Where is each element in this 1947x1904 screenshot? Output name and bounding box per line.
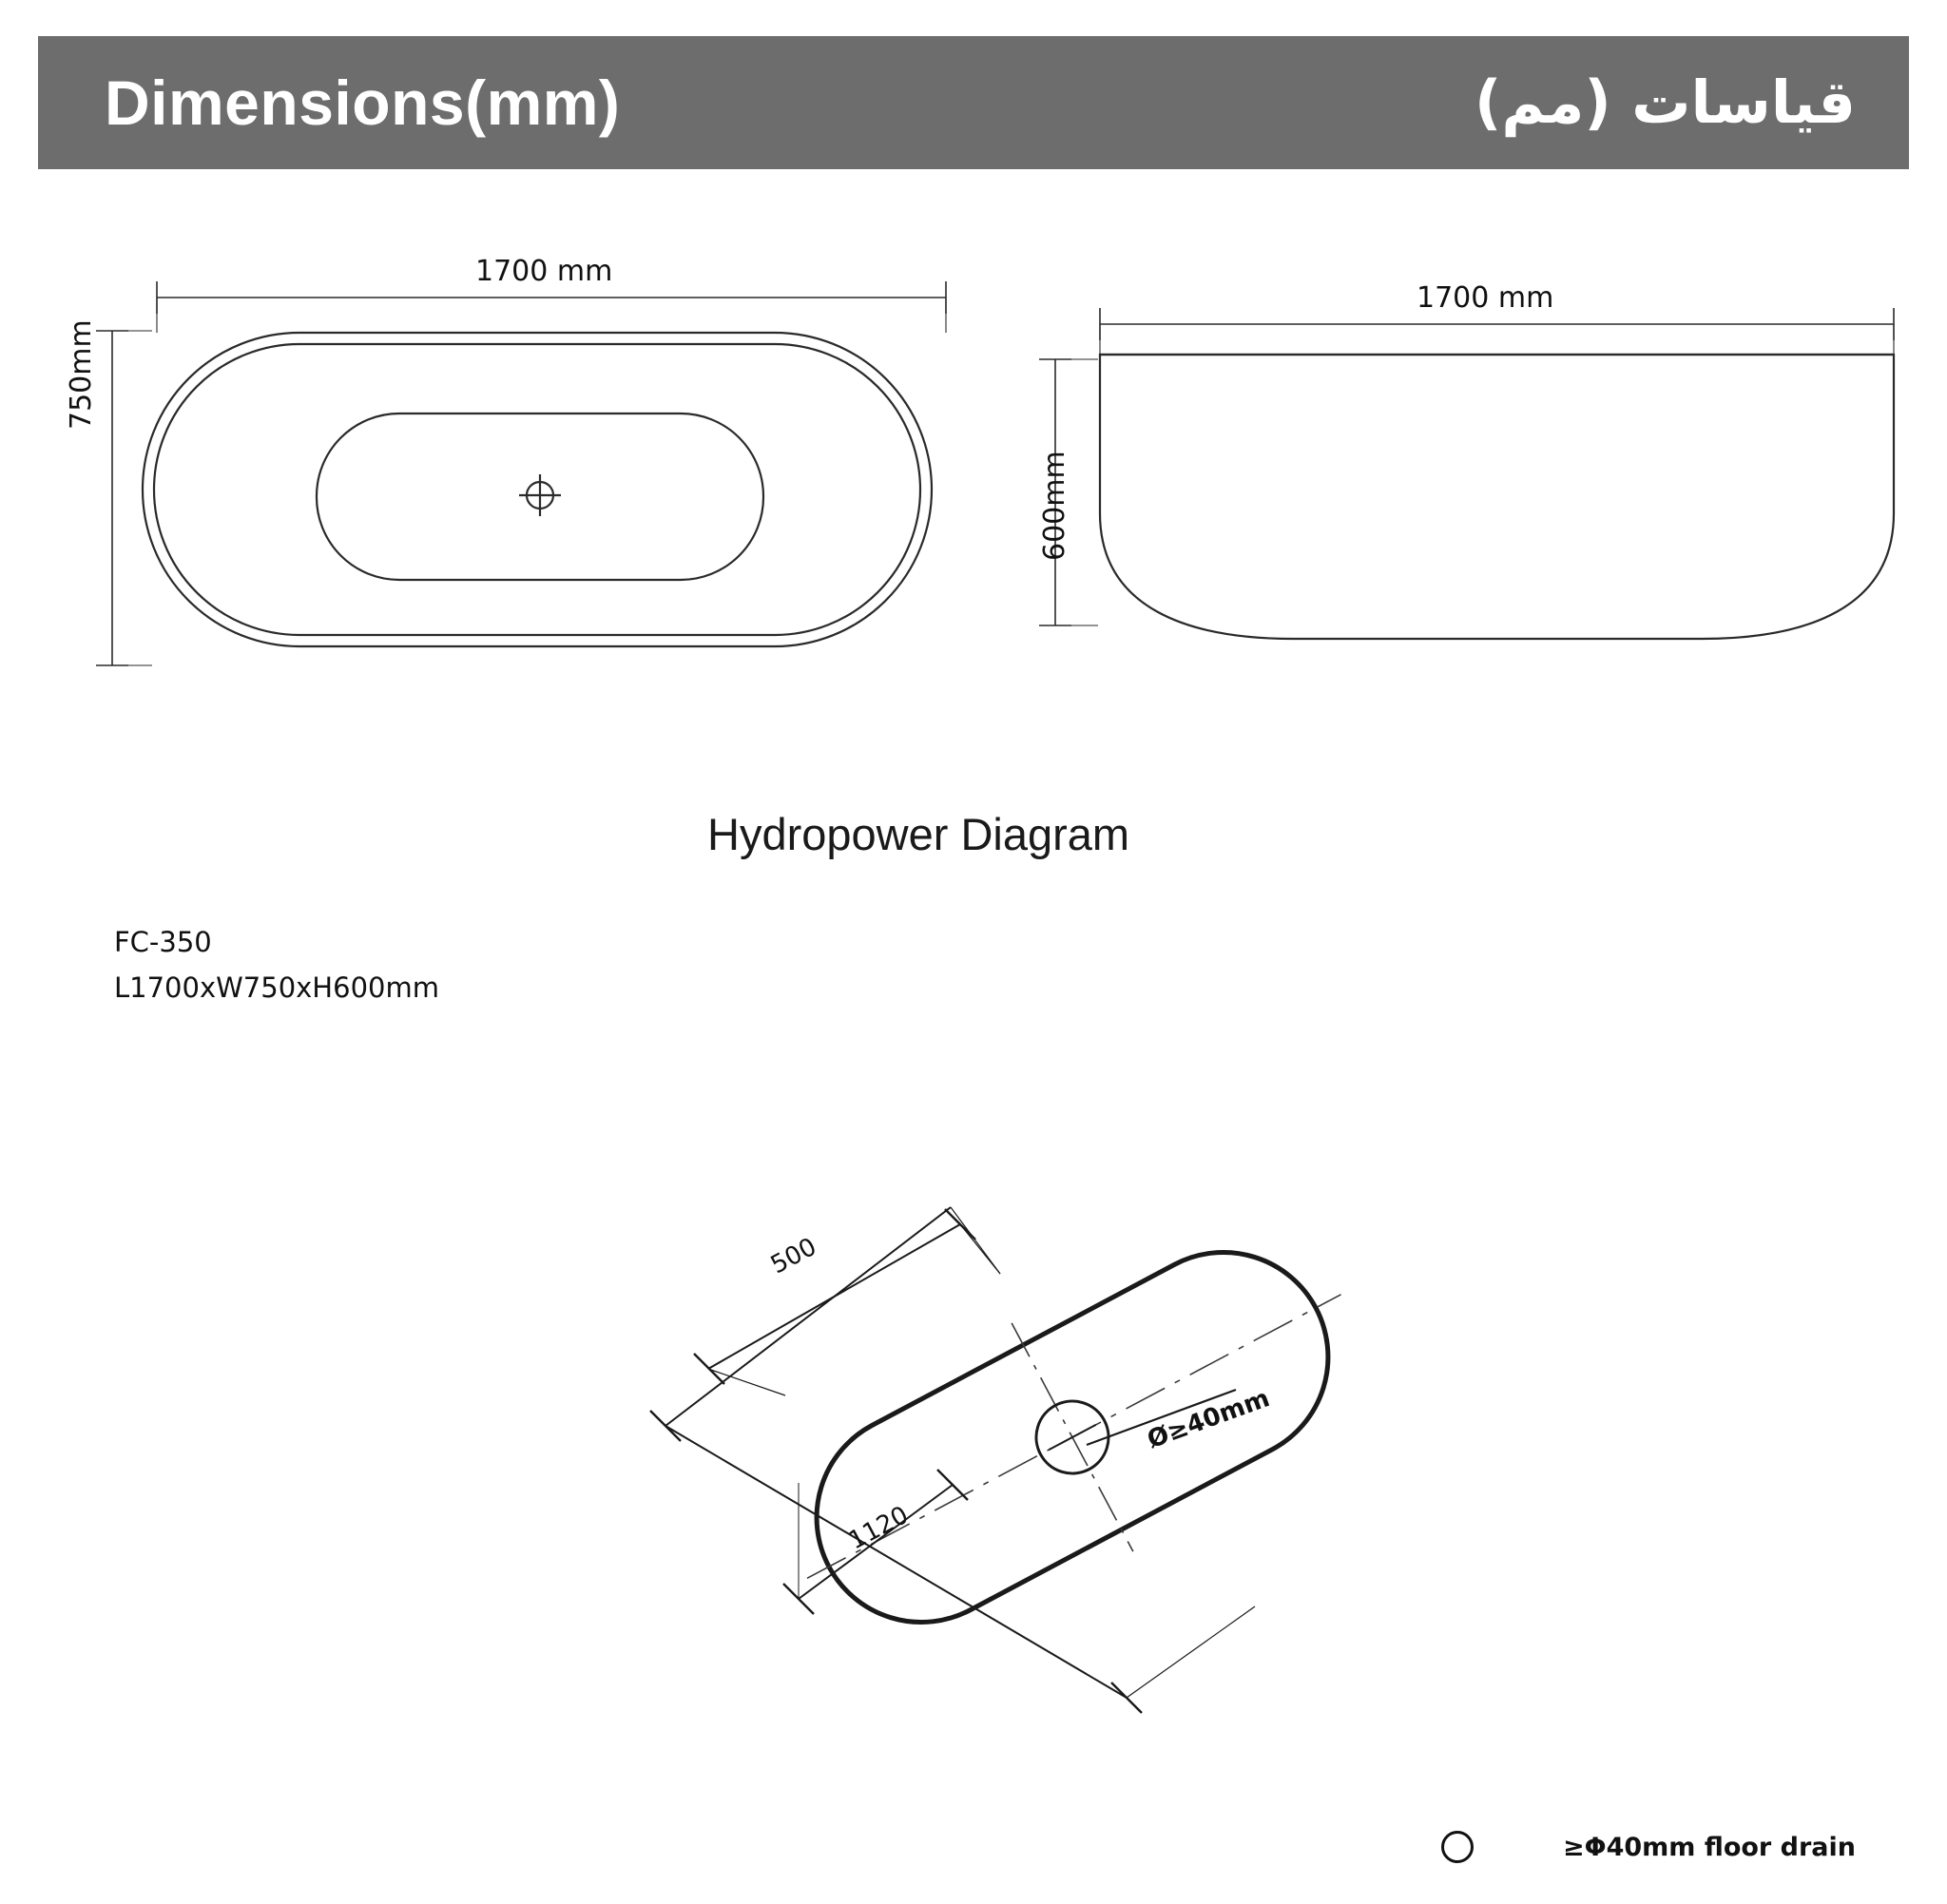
dim-tick-500-a — [694, 1354, 724, 1384]
model-code-label: FC-350 — [114, 926, 212, 958]
header-banner — [38, 36, 1909, 169]
drain-circle — [527, 482, 553, 509]
dim-tick-1120-a — [783, 1584, 814, 1614]
page-title-ar: قياسات (مم) — [1474, 67, 1856, 137]
centerline-short — [1012, 1323, 1133, 1551]
tub-rim-outline — [154, 344, 920, 635]
ext-line-500-b — [708, 1369, 785, 1395]
drain-pan-outline — [780, 1216, 1364, 1660]
side-view-height-label: 600mm — [1038, 451, 1071, 561]
drain-diameter-label: Ø≥40mm — [1144, 1384, 1274, 1455]
drain-pan-length-label: 1120 — [844, 1500, 914, 1556]
dim-tick-500-b — [945, 1209, 975, 1240]
side-view-width-label: 1700 mm — [1417, 281, 1554, 315]
legend-label: ≥Φ40mm floor drain — [1563, 1832, 1856, 1862]
tub-side-outline — [1100, 355, 1894, 639]
dim-frame-tick-b — [1111, 1683, 1142, 1713]
dim-tick-1120-b — [937, 1470, 968, 1500]
model-dimensions-label: L1700xW750xH600mm — [114, 971, 439, 1004]
hydropower-diagram-title: Hydropower Diagram — [707, 809, 1130, 859]
ext-frame-line-b — [951, 1207, 1000, 1274]
circle-outline-icon — [1441, 1831, 1474, 1863]
tub-basin-outline — [317, 413, 763, 580]
dim-frame-line-a — [665, 1426, 1127, 1698]
tub-outer-outline — [143, 333, 932, 646]
top-view-height-label: 750mm — [65, 319, 98, 430]
top-view-drawing — [96, 281, 946, 665]
drain-pan-width-label: 500 — [766, 1232, 821, 1280]
ext-line-500-a — [960, 1224, 1000, 1274]
floor-drain-circle — [1024, 1389, 1122, 1487]
page-title-en: Dimensions(mm) — [105, 67, 621, 138]
hydropower-drawing — [650, 1181, 1401, 1713]
top-view-width-label: 1700 mm — [475, 255, 613, 288]
side-view-drawing — [1039, 308, 1894, 639]
dim-line-500 — [708, 1224, 960, 1369]
ext-frame-line-a — [1127, 1606, 1255, 1698]
floor-drain-cross — [1049, 1425, 1095, 1450]
legend — [1441, 1831, 1856, 1863]
dim-frame-tick-a — [650, 1411, 681, 1441]
